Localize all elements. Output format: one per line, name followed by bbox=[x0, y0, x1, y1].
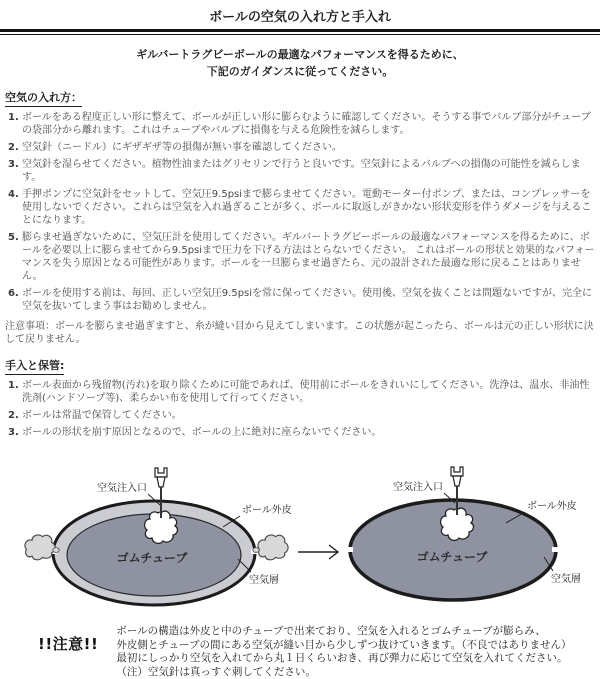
item-number: 1. bbox=[8, 111, 22, 137]
subtitle-line-1: ギルバートラグビーボールの最適なパフォーマンスを得るために、 bbox=[0, 47, 600, 64]
list-item bbox=[8, 426, 600, 439]
item-text: 手押ポンプに空気針をセットして、空気圧9.5psiまで膨らませてください。電動モーター付ポンプ、または、コンプレッサーを使用しないでください。これらは空気を入れ過ぎることが多く、ボールに取返しがきかない形状変形を伴うダメージを与えることになります。 bbox=[22, 188, 600, 227]
air-layer-label: 空気層 bbox=[551, 572, 581, 585]
item-text: ボールを使用する前は、毎回、正しい空気圧9.5psiを常に保ってください。使用後、空気を抜くことは問題ないですが、完全に空気を抜いてしまう事はお勧めしません。 bbox=[22, 287, 600, 313]
list-item bbox=[8, 141, 600, 154]
outer-skin-label: ボール外皮 bbox=[527, 499, 577, 512]
item-text: 空気針を湿らせてください。植物性油またはグリセリンで行うと良いです。空気針によるバルブへの損傷の可能性を減らします。 bbox=[22, 158, 600, 184]
item-number: 4. bbox=[8, 188, 22, 227]
air-puff-dot bbox=[53, 548, 59, 553]
item-number: 3. bbox=[8, 426, 22, 439]
care-list bbox=[8, 379, 600, 439]
inflation-section bbox=[0, 80, 600, 346]
inflation-list bbox=[8, 111, 600, 313]
item-text: 空気針（ニードル）にギザギザ等の損傷が無い事を確認してください。 bbox=[22, 141, 600, 154]
item-number: 2. bbox=[8, 141, 22, 154]
air-inlet-label: 空気注入口 bbox=[393, 480, 443, 493]
subtitle bbox=[0, 47, 600, 80]
right-arrow-icon bbox=[298, 545, 338, 559]
list-item bbox=[8, 188, 600, 227]
ball-cross-section-diagram bbox=[0, 465, 600, 617]
outer-skin-label: ボール外皮 bbox=[242, 503, 292, 516]
care-section bbox=[0, 348, 600, 439]
ball-diagram-svg bbox=[0, 465, 600, 617]
caution-line-1: ボールの構造は外皮と中のチューブで出来ており、空気を入れるとゴムチューブが膨らみ、 bbox=[116, 625, 571, 639]
list-item bbox=[8, 409, 600, 422]
seam-gap bbox=[347, 547, 353, 552]
inflated-ball-figure bbox=[347, 467, 581, 600]
item-text: ボールをある程度正しい形に整えて、ボールが正しい形に膨らむように確認してください。そうする事でバルブ部分がチューブの袋部分から離れます。これはチューブやバルブに損傷を与える危険性を減らします。 bbox=[22, 111, 600, 137]
inflation-note: 注意事項：ボールを膨らませ過ぎますと、糸が縫い目から見えてしまいます。この状態が起こったら、ボールは元の正しい形状に決して戻りません。 bbox=[5, 320, 594, 346]
item-text: ボール表面から残留物(汚れ)を取り除くために可能であれば、使用前にボールをきれいにしてください。洗浄は、温水、非油性洗剤(ハンドソープ等)、柔らかい布を使用して行ってください。 bbox=[22, 379, 600, 405]
caution-line-4: （注）空気針は真っすぐ刺してください。 bbox=[116, 666, 571, 679]
caution-label: !!注意!! bbox=[38, 633, 98, 654]
item-number: 6. bbox=[8, 287, 22, 313]
item-text: ボールは常温で保管してください。 bbox=[22, 409, 600, 422]
item-text: 膨らませ過ぎないために、空気圧計を使用してください。ギルバートラグビーボールの最適なパフォーマンスを得るために、ボールを必要以上に膨らませてから9.5psiまで圧力を下げる方法はとらないでください。 これはボールの形状と効果的なパフォーマンスを失う原因となる可能性があります。ボールを一旦膨らませ過ぎたら、元の設計された最適な形に戻ることはありません。 bbox=[22, 231, 600, 283]
subtitle-line-2: 下記のガイダンスに従ってください。 bbox=[0, 64, 600, 81]
air-puff-dot bbox=[253, 548, 259, 553]
inflation-heading: 空気の入れ方： bbox=[5, 89, 82, 107]
caution-text bbox=[116, 625, 571, 679]
air-puff-icon bbox=[258, 535, 288, 560]
item-number: 3. bbox=[8, 158, 22, 184]
list-item bbox=[8, 287, 600, 313]
deflating-ball-figure bbox=[25, 468, 292, 605]
air-layer-label: 空気層 bbox=[249, 573, 279, 586]
page-title: ボールの空気の入れ方と手入れ bbox=[0, 0, 600, 25]
list-item bbox=[8, 111, 600, 137]
caution-line-3: 最初にしっかり空気を入れてから丸１日くらいおき、再び弾力に応じて空気を入れてください。 bbox=[116, 652, 571, 666]
care-heading: 手入と保管: bbox=[5, 357, 64, 375]
title-divider bbox=[0, 29, 600, 35]
item-number: 2. bbox=[8, 409, 22, 422]
list-item bbox=[8, 379, 600, 405]
list-item bbox=[8, 158, 600, 184]
caution-block bbox=[38, 625, 600, 679]
item-text: ボールの形状を崩す原因となるので、ボールの上に絶対に座らないでください。 bbox=[22, 426, 600, 439]
caution-line-2: 外皮側とチューブの間にある空気が縫い目から少しずつ抜けていきます。（不良ではありません） bbox=[116, 639, 571, 653]
rubber-tube-label: ゴムチューブ bbox=[417, 550, 489, 564]
air-inlet-label: 空気注入口 bbox=[97, 481, 147, 494]
list-item bbox=[8, 231, 600, 283]
seam-gap bbox=[552, 547, 558, 552]
air-puff-icon bbox=[25, 535, 55, 560]
item-number: 1. bbox=[8, 379, 22, 405]
item-number: 5. bbox=[8, 231, 22, 283]
rubber-tube-label: ゴムチューブ bbox=[117, 551, 189, 565]
